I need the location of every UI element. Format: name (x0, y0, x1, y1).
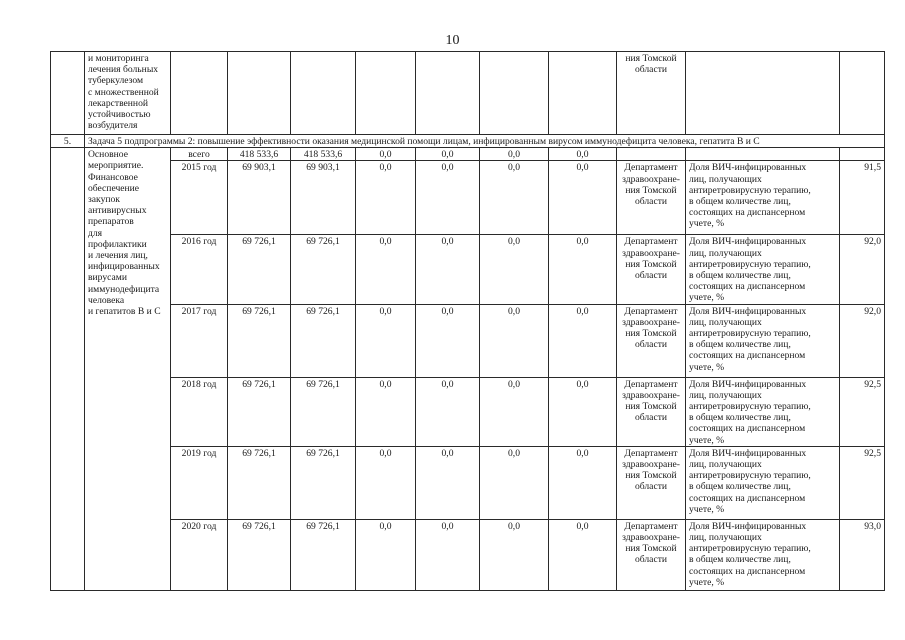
number-cell (51, 148, 85, 591)
executor-cell (617, 519, 686, 590)
event-line: лечения больных (88, 64, 159, 76)
indicator-cell (686, 519, 840, 590)
indicator-line: лиц, получающих (689, 532, 762, 544)
value-cell: 0,0 (480, 519, 549, 590)
event-line: Финансовое (88, 171, 138, 183)
value-cell: 0,0 (549, 148, 617, 161)
executor-line: Департамент (624, 378, 678, 390)
value-cell: 0,0 (356, 148, 416, 161)
executor-line: здравоохране- (622, 316, 680, 328)
executor-line: ния Томской (625, 470, 677, 482)
value-cell: 69 726,1 (291, 446, 356, 519)
empty-cell (617, 148, 686, 161)
indicator-line: в общем количестве лиц, (689, 339, 791, 351)
year-cell: 2015 год (171, 161, 228, 235)
value-cell: 0,0 (356, 235, 416, 304)
executor-cell (617, 52, 686, 135)
number-cell (51, 52, 85, 135)
executor-line: ния Томской (625, 258, 677, 270)
year-cell: 2020 год (171, 519, 228, 590)
indicator-line: учете, % (689, 434, 725, 446)
event-line: и лечения лиц, (88, 250, 148, 262)
indicator-line: учете, % (689, 218, 725, 230)
event-line: человека (88, 294, 125, 306)
executor-line: области (634, 554, 668, 566)
value-cell: 69 726,1 (228, 304, 291, 377)
indicator-line: в общем количестве лиц, (689, 270, 791, 282)
indicator-line: состоящих на диспансерном (689, 423, 806, 435)
indicator-line: в общем количестве лиц, (689, 412, 791, 424)
indicator-line: лиц, получающих (689, 247, 762, 259)
executor-line: области (634, 64, 668, 76)
indicator-line: в общем количестве лиц, (689, 196, 791, 208)
executor-line: здравоохране- (622, 389, 680, 401)
executor-line: Департамент (624, 520, 678, 532)
table-body (51, 52, 885, 591)
carry-over-row (51, 52, 885, 135)
indicator-line: антиретровирусную терапию, (689, 401, 811, 413)
value-cell: 0,0 (549, 519, 617, 590)
executor-line: области (634, 412, 668, 424)
year-cell: 2017 год (171, 304, 228, 377)
empty-cell (686, 52, 840, 135)
task-title: Задача 5 подпрограммы 2: повышение эффективности оказания медицинской помощи лицам, инфицированным вирусом иммунодефицита человека, гепатита В и С (85, 135, 885, 148)
value-cell: 0,0 (416, 446, 480, 519)
value-cell: 69 726,1 (291, 377, 356, 446)
indicator-cell (686, 446, 840, 519)
empty-cell (416, 52, 480, 135)
indicator-cell (686, 161, 840, 235)
indicator-line: в общем количестве лиц, (689, 481, 791, 493)
executor-line: области (634, 481, 668, 493)
executor-cell (617, 161, 686, 235)
period-cell: всего (171, 148, 228, 161)
value-cell: 418 533,6 (228, 148, 291, 161)
value-cell: 0,0 (356, 304, 416, 377)
value-cell: 0,0 (480, 148, 549, 161)
indicator-value: 93,0 (840, 519, 885, 590)
executor-line: Департамент (624, 305, 678, 317)
indicator-line: антиретровирусную терапию, (689, 470, 811, 482)
year-row (51, 519, 885, 590)
indicator-line: учете, % (689, 503, 725, 515)
event-line: туберкулезом (88, 75, 144, 87)
executor-line: здравоохране- (622, 247, 680, 259)
indicator-line: антиретровирусную терапию, (689, 328, 811, 340)
indicator-line: состоящих на диспансерном (689, 492, 806, 504)
indicator-line: учете, % (689, 292, 725, 304)
year-cell: 2018 год (171, 377, 228, 446)
value-cell: 69 726,1 (291, 235, 356, 304)
value-cell: 0,0 (549, 235, 617, 304)
executor-line: Департамент (624, 447, 678, 459)
value-cell: 0,0 (480, 235, 549, 304)
value-cell: 0,0 (480, 161, 549, 235)
executor-line: здравоохране- (622, 532, 680, 544)
value-cell: 0,0 (480, 446, 549, 519)
year-row (51, 377, 885, 446)
indicator-value: 92,5 (840, 377, 885, 446)
empty-cell (840, 52, 885, 135)
indicator-value: 92,0 (840, 235, 885, 304)
empty-cell (686, 148, 840, 161)
program-table (50, 51, 885, 591)
event-line: для (88, 227, 103, 239)
event-line: профилактики (88, 238, 147, 250)
executor-line: здравоохране- (622, 173, 680, 185)
executor-line: Департамент (624, 162, 678, 174)
executor-line: ния Томской (625, 53, 677, 64)
indicator-line: Доля ВИЧ-инфицированных (689, 520, 807, 532)
value-cell: 69 903,1 (228, 161, 291, 235)
event-line: препаратов (88, 216, 134, 228)
indicator-line: состоящих на диспансерном (689, 565, 806, 577)
indicator-value: 92,0 (840, 304, 885, 377)
empty-cell (480, 52, 549, 135)
indicator-line: состоящих на диспансерном (689, 350, 806, 362)
value-cell: 69 726,1 (291, 519, 356, 590)
indicator-line: состоящих на диспансерном (689, 281, 806, 293)
total-row (51, 148, 885, 161)
indicator-line: лиц, получающих (689, 389, 762, 401)
event-line: лекарственной (88, 97, 148, 109)
page-number: 10 (445, 33, 460, 48)
executor-cell (617, 446, 686, 519)
value-cell: 0,0 (356, 161, 416, 235)
indicator-line: учете, % (689, 576, 725, 588)
value-cell: 418 533,6 (291, 148, 356, 161)
value-cell: 69 726,1 (291, 304, 356, 377)
year-row (51, 446, 885, 519)
value-cell: 0,0 (549, 304, 617, 377)
executor-cell (617, 377, 686, 446)
indicator-value: 91,5 (840, 161, 885, 235)
empty-cell (171, 52, 228, 135)
event-line: мероприятие. (88, 160, 144, 172)
event-cell (85, 52, 171, 135)
indicator-line: лиц, получающих (689, 316, 762, 328)
indicator-value: 92,5 (840, 446, 885, 519)
year-row (51, 161, 885, 235)
value-cell: 0,0 (356, 519, 416, 590)
indicator-line: Доля ВИЧ-инфицированных (689, 305, 807, 317)
indicator-line: Доля ВИЧ-инфицированных (689, 378, 807, 390)
value-cell: 69 726,1 (228, 377, 291, 446)
value-cell: 0,0 (416, 235, 480, 304)
indicator-line: Доля ВИЧ-инфицированных (689, 162, 807, 174)
event-line: иммунодефицита (88, 283, 160, 295)
event-line: инфицированных (88, 261, 160, 273)
executor-line: ния Томской (625, 401, 677, 413)
value-cell: 0,0 (549, 446, 617, 519)
indicator-line: в общем количестве лиц, (689, 554, 791, 566)
indicator-line: лиц, получающих (689, 459, 762, 471)
executor-cell (617, 235, 686, 304)
task-number: 5. (51, 135, 85, 148)
empty-cell (549, 52, 617, 135)
event-line: закупок (88, 194, 120, 206)
executor-line: области (634, 270, 668, 282)
indicator-line: состоящих на диспансерном (689, 207, 806, 219)
year-row (51, 304, 885, 377)
value-cell: 0,0 (416, 519, 480, 590)
empty-cell (356, 52, 416, 135)
indicator-line: учете, % (689, 361, 725, 373)
value-cell: 0,0 (416, 304, 480, 377)
year-cell: 2019 год (171, 446, 228, 519)
executor-line: ния Томской (625, 328, 677, 340)
task-row (51, 135, 885, 148)
event-line: обеспечение (88, 182, 140, 194)
executor-line: ния Томской (625, 543, 677, 555)
indicator-line: Доля ВИЧ-инфицированных (689, 236, 807, 248)
indicator-line: антиретровирусную терапию, (689, 184, 811, 196)
indicator-cell (686, 304, 840, 377)
value-cell: 69 726,1 (228, 446, 291, 519)
year-cell: 2016 год (171, 235, 228, 304)
value-cell: 0,0 (480, 377, 549, 446)
value-cell: 0,0 (549, 377, 617, 446)
value-cell: 0,0 (356, 446, 416, 519)
executor-line: области (634, 339, 668, 351)
event-line: и мониторинга (88, 53, 149, 64)
executor-line: здравоохране- (622, 459, 680, 471)
indicator-line: лиц, получающих (689, 173, 762, 185)
executor-line: Департамент (624, 236, 678, 248)
indicator-line: Доля ВИЧ-инфицированных (689, 447, 807, 459)
value-cell: 0,0 (416, 161, 480, 235)
event-line: возбудителя (88, 120, 138, 132)
value-cell: 69 903,1 (291, 161, 356, 235)
executor-line: области (634, 196, 668, 208)
empty-cell (840, 148, 885, 161)
indicator-cell (686, 235, 840, 304)
event-line: и гепатитов В и С (88, 306, 161, 318)
event-cell (85, 148, 171, 591)
value-cell: 69 726,1 (228, 235, 291, 304)
executor-cell (617, 304, 686, 377)
value-cell: 0,0 (549, 161, 617, 235)
event-line: Основное (88, 149, 128, 161)
value-cell: 69 726,1 (228, 519, 291, 590)
value-cell: 0,0 (416, 377, 480, 446)
value-cell: 0,0 (480, 304, 549, 377)
indicator-line: антиретровирусную терапию, (689, 543, 811, 555)
indicator-cell (686, 377, 840, 446)
executor-line: ния Томской (625, 184, 677, 196)
value-cell: 0,0 (416, 148, 480, 161)
event-line: вирусами (88, 272, 127, 284)
event-line: с множественной (88, 86, 159, 98)
event-line: антивирусных (88, 205, 147, 217)
empty-cell (291, 52, 356, 135)
year-row (51, 235, 885, 304)
indicator-line: антиретровирусную терапию, (689, 258, 811, 270)
empty-cell (228, 52, 291, 135)
event-line: устойчивостью (88, 109, 151, 121)
value-cell: 0,0 (356, 377, 416, 446)
